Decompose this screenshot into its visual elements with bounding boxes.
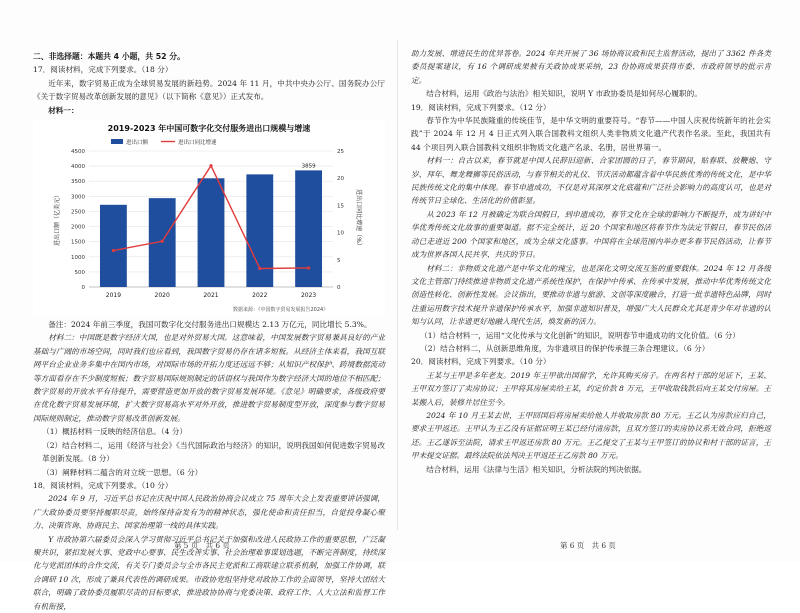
- x-tick-label: 2022: [252, 292, 268, 300]
- question-17-part-3: （3）阐释材料二蕴含的对立统一思想。（6 分）: [42, 467, 203, 477]
- chart-source: 数据来源：《中国数字贸易发展报告2024》: [233, 307, 329, 314]
- bar-2019: [100, 205, 127, 287]
- question-20-paragraph-2: 2024 年 10 月王某去世，王甲回国后将房屋卖给他人并收取房款 80 万元。王乙认为房款应归自己，要求王甲返还。王甲认为王乙没有证据证明王某已经付清房款，且双方签订的卖房协议系无效合同，拒绝返还。王乙遂诉至法院，请求王甲返还房款 80 万元。王乙提交了王某与王甲签订的协议和村干部的证言，王甲未提交证据。最终法院依法判决王甲返还王乙房款 80 万元。: [411, 410, 771, 461]
- right-column: [411, 47, 771, 476]
- growth-point-2020: [161, 240, 164, 243]
- x-tick-label: 2020: [154, 292, 170, 300]
- chart-data-labels: [302, 163, 316, 169]
- y-left-tick-label: 4000: [71, 164, 85, 171]
- footer-page-right: 第 6 页 共 6 页: [560, 541, 616, 550]
- question-18-ask: 结合材料，运用《政治与法治》相关知识，说明 Y 市政协委员是如何尽心履职的。: [426, 89, 702, 99]
- growth-point-2023: [307, 266, 310, 269]
- y-axis-right-label: 进出口同比增速（%）: [355, 189, 362, 249]
- bar-2021: [198, 178, 225, 287]
- data-label-2023: 3859: [301, 163, 316, 170]
- legend-bar-label: 进出口额: [126, 140, 149, 147]
- question-19-material-1: 材料一：自古以来，春节就是中国人民辞旧迎新、合家团圆的日子，春节期间，贴春联、放鞭炮、守岁、拜年、舞龙舞狮等民俗活动，与春节相关的礼仪、节庆活动都蕴含着中华民族优秀的传统文化，是中华民族传统文化的集中体现。春节申遗成功，不仅是对其深厚文化底蕴和广泛社会影响力的高度认可，也是对传统节日全球化、生活化的价值彰显。: [411, 156, 771, 206]
- y-right-tick-label: 15: [337, 203, 344, 210]
- question-17-intro: 近年来，数字贸易正成为全球贸易发展的新趋势。2024 年 11 月，中共中央办公厅、国务院办公厅《关于数字贸易改革创新发展的意见》（以下简称《意见》）正式发布。: [33, 78, 385, 102]
- growth-point-2021: [209, 164, 212, 167]
- question-20-ask: 结合材料，运用《法律与生活》相关知识，分析法院的判决依据。: [426, 464, 647, 474]
- material-two: 材料二：中国既是数字经济大国，也是对外贸易大国。这意味着，中国发展数字贸易兼具良好的产业基础与广阔的市场空间，同时我们也应看到，我国数字贸易仍存在诸多短板。从经济主体来看，我国互联网平台企业业务多集中在国内市场，对国际市场的开拓力度还远远不够；从知识产权保护、跨境数据流动等方面看存在不少制度短板；数字贸易国际规则制定的话语权与我国作为数字经济大国的地位不相匹配；数字贸易的开放水平有待提升，需要营造更加开放的数字贸易发展环境。《意见》明确要求，各级政府要在优化数字贸易发展环境，扩大数字贸易高水平对外开放，推进数字贸易制度型开放，深度参与数字贸易国际规则制定，推动数字贸易改革创新发展。: [33, 333, 385, 423]
- y-left-tick-label: 0: [81, 285, 85, 292]
- y-left-tick-label: 3500: [71, 179, 85, 186]
- question-17-part-2: （2）结合材料二，运用《经济与社会》《当代国际政治与经济》的知识，说明我国如何促进数字贸易改革创新发展。（8 分）: [42, 440, 385, 464]
- growth-point-2022: [258, 267, 261, 270]
- y-axis-left-label: 进出口额（亿美元）: [54, 192, 61, 247]
- question-19-material-2: 材料二：非物质文化遗产是中华文化的瑰宝，也是深化文明交流互鉴的重要载体。2024 年 12 月各级文化主管部门持续推进非物质文化遗产系统性保护，在保护中传承、在传承中发展，推动中华优秀传统文化创造性转化、创新性发展。会议指出，要推动非遗与旅游、文创等深度融合，打造一批非遗特色品牌，同时注重运用数字技术提升非遗保护传承水平，加强非遗知识普及，增强广大人民群众尤其是青少年对非遗的认知与认同，让非遗更好地融入现代生活，焕发新的活力。: [411, 263, 771, 327]
- section-title: 二、非选择题：本题共 4 小题，共 52 分。: [33, 52, 185, 61]
- y-left-tick-label: 1000: [71, 254, 85, 261]
- y-left-tick-label: 4500: [71, 149, 85, 156]
- question-18-paragraph-1: 2024 年 9 月，习近平总书记在庆祝中国人民政治协商会议成立 75 周年大会上发表重要讲话强调，广大政协委员要坚持履职尽责，始终保持奋发有为的精神状态，强化使命和责任担当，自觉投身凝心聚力、决策咨询、协商民主、国家治理第一线的具体实践。: [33, 494, 385, 531]
- y-left-tick-label: 2000: [71, 224, 85, 231]
- legend-line-label: 进出口同比增速: [178, 140, 217, 147]
- chart-note: 备注：2024 年前三季度，我国可数字化交付服务进出口规模达 2.13 万亿元，同比增长 5.3%。: [48, 320, 372, 330]
- y-left-tick-label: 3000: [71, 194, 85, 201]
- question-18-paragraph-2: Y 市政协第六届委员会深入学习贯彻习近平总书记关于加强和改进人民政协工作的重要思想，广泛凝聚共识，紧扣发展大事、党政中心要事、民生改善实事、社会治理难事谋划选题，不断完善制度，持续深化与党派团体的合作交流，有关专门委员会与全市各民主党派和工商联建立联系机制，加强工作协调，联合调研 10 次，形成了兼具代表性的调研成果。市政协党组坚持党对政协工作的全面领导，坚持大团结大联合，明确了政协委员履职尽责的目标要求，推进政协协商与党委决策、政府工作、人大立法和监督工作有机衔接，: [33, 534, 385, 611]
- y-right-tick-label: 25: [337, 149, 344, 156]
- left-column: [33, 50, 385, 613]
- y-left-tick-label: 500: [74, 269, 85, 276]
- question-19-intro: 春节作为中华民族隆重的传统佳节，是中华文明的重要符号。“春节——中国人庆祝传统新年的社会实践”于 2024 年 12 月 4 日正式列入联合国教科文组织人类非物质文化遗产代表作名录。至此，我国共有 44 个项目列入联合国教科文组织非物质文化遗产名录、名册，居世界第一。: [411, 116, 771, 152]
- trade-chart: [33, 119, 385, 315]
- trade-chart-svg: [33, 119, 385, 315]
- y-right-tick-label: 0: [337, 285, 341, 292]
- footer-page-left: 第 5 页 共 6 页: [174, 541, 230, 550]
- x-tick-label: 2019: [105, 292, 122, 300]
- material-one-label: 材料一：: [48, 105, 79, 115]
- y-left-tick-label: 1500: [71, 239, 85, 246]
- x-tick-label: 2021: [203, 292, 219, 300]
- question-19-part-2: （2）结合材料二，从创新思维角度，为非遗项目的保护传承提三条合理建议。（6 分）: [420, 343, 710, 353]
- question-19-title: 19．阅读材料，完成下列要求。（12 分）: [411, 102, 551, 112]
- chart-title: 2019-2023 年中国可数字化交付服务进出口规模与增速: [107, 124, 311, 134]
- question-19-part-1: （1）结合材料一，运用“文化传承与文化创新”的知识，说明春节申遗成功的文化价值。（6 分）: [420, 330, 740, 340]
- y-right-tick-label: 20: [337, 176, 344, 183]
- y-right-tick-label: 5: [337, 257, 341, 264]
- y-right-tick-label: 10: [337, 230, 344, 237]
- question-20-title: 20．阅读材料，完成下列要求。（10 分）: [411, 357, 551, 367]
- question-17-part-1: （1）概括材料一反映的经济信息。（4 分）: [42, 427, 188, 437]
- y-left-tick-label: 2500: [71, 209, 85, 216]
- question-17-title: 17．阅读材料，完成下列要求。（18 分）: [33, 65, 173, 75]
- x-tick-label: 2023: [300, 292, 317, 300]
- growth-point-2019: [112, 249, 115, 252]
- bar-2022: [246, 174, 273, 287]
- legend-bar-swatch: [111, 139, 123, 144]
- question-18-continued: 助力发展、增进民生的优异答卷。2024 年共开展了 36 场协商议政和民主监督活动，提出了 3362 件各类委员提案建议，有 16 个调研成果被有关政协成果采纳，23 份协商成果获得市委、市政府领导的批示肯定。: [411, 49, 771, 85]
- question-18-title: 18．阅读材料，完成下列要求。（10 分）: [33, 480, 173, 490]
- column-divider: [397, 40, 398, 530]
- question-19-material-1-cont: 从 2023 年 12 月被确定为联合国假日，到申遗成功，春节文化在全球的影响力不断提升，成为讲好中华优秀传统文化故事的重要渠道。据不完全统计，近 20 个国家和地区将春节作为法定节假日，春节民俗活动已走进近 200 个国家和地区，成为全球文化盛事。中国将在全球范围内举办更多春节民俗活动，让春节成为世界各国人民共享、共庆的节日。: [411, 209, 771, 260]
- question-20-paragraph-1: 王某与王甲是多年老友。2019 年王甲欲出国留学，允许其购买房子。在两名村干部的见证下，王某、王甲双方签订了卖房协议；王甲将其房屋卖给王某，约定价款 8 万元，王甲收取钱款后向王某交付房屋。王某搬入后，装修并居住至今。: [411, 370, 771, 407]
